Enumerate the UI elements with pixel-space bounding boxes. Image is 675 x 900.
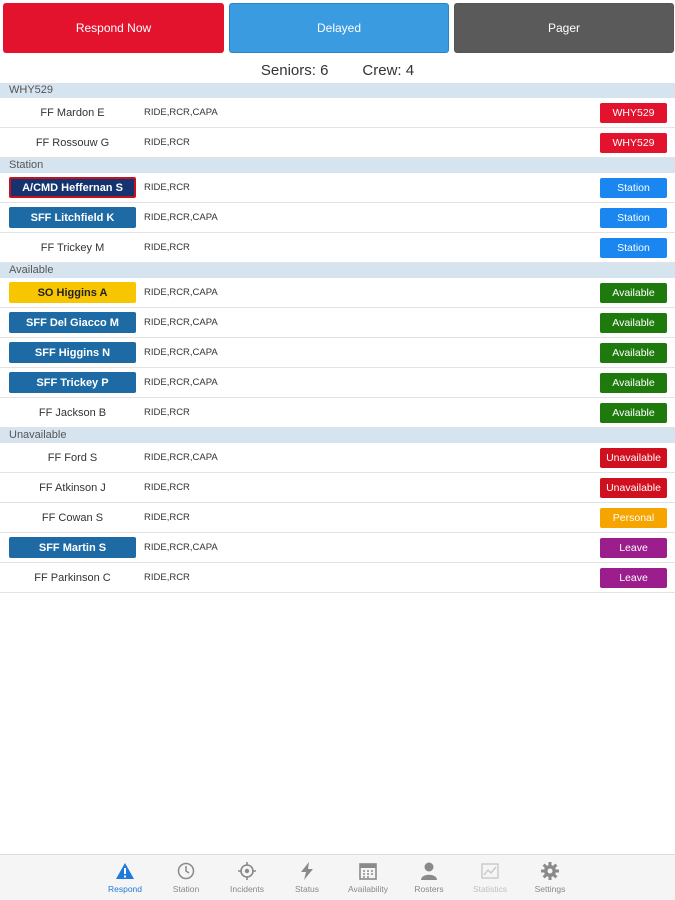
member-row[interactable]: [0, 503, 675, 533]
tab-station[interactable]: [156, 855, 216, 900]
member-name: SFF Litchfield K: [9, 207, 136, 228]
crew-count: Crew: 4: [362, 61, 415, 79]
member-qualifications: RIDE,RCR: [144, 242, 190, 253]
tab-label: Statistics: [472, 884, 507, 894]
status-badge[interactable]: Leave: [600, 538, 667, 558]
tab-label: Settings: [534, 884, 566, 894]
tab-label: Status: [294, 884, 320, 894]
member-name: FF Ford S: [47, 451, 98, 464]
delayed-button[interactable]: Delayed: [229, 3, 449, 53]
member-qualifications: RIDE,RCR,CAPA: [144, 347, 218, 358]
member-qualifications: RIDE,RCR: [144, 137, 190, 148]
member-row[interactable]: [0, 278, 675, 308]
status-badge[interactable]: Personal: [600, 508, 667, 528]
member-row[interactable]: [0, 203, 675, 233]
member-qualifications: RIDE,RCR: [144, 407, 190, 418]
status-badge[interactable]: Station: [600, 208, 667, 228]
member-row[interactable]: [0, 308, 675, 338]
lightning-icon: [296, 861, 318, 881]
status-badge[interactable]: Station: [600, 238, 667, 258]
tab-label: Station: [172, 884, 200, 894]
tab-incidents[interactable]: [217, 855, 277, 900]
tab-respond[interactable]: [95, 855, 155, 900]
member-name: FF Jackson B: [38, 406, 107, 419]
bottom-tab-bar: [0, 854, 675, 900]
section-header: Available: [0, 263, 675, 278]
tab-label: Rosters: [414, 884, 444, 894]
status-badge[interactable]: WHY529: [600, 103, 667, 123]
member-name: FF Cowan S: [41, 511, 104, 524]
status-badge[interactable]: Available: [600, 283, 667, 303]
member-row[interactable]: [0, 128, 675, 158]
member-name: SFF Martin S: [9, 537, 136, 558]
section-header: Station: [0, 158, 675, 173]
member-row[interactable]: [0, 338, 675, 368]
tab-rosters[interactable]: [399, 855, 459, 900]
tab-label: Incidents: [229, 884, 265, 894]
member-qualifications: RIDE,RCR: [144, 482, 190, 493]
member-row[interactable]: [0, 98, 675, 128]
chart-icon: [479, 861, 501, 881]
status-badge[interactable]: Available: [600, 313, 667, 333]
member-qualifications: RIDE,RCR,CAPA: [144, 107, 218, 118]
tab-availability[interactable]: [338, 855, 398, 900]
member-name: A/CMD Heffernan S: [9, 177, 136, 198]
seniors-count: Seniors: 6: [260, 61, 329, 79]
status-badge[interactable]: WHY529: [600, 133, 667, 153]
member-name: FF Rossouw G: [35, 136, 110, 149]
member-qualifications: RIDE,RCR,CAPA: [144, 317, 218, 328]
member-row[interactable]: [0, 473, 675, 503]
member-qualifications: RIDE,RCR,CAPA: [144, 542, 218, 553]
member-row[interactable]: [0, 233, 675, 263]
gear-icon: [539, 861, 561, 881]
member-name: SO Higgins A: [9, 282, 136, 303]
respond-now-button[interactable]: Respond Now: [3, 3, 224, 53]
member-name: FF Trickey M: [40, 241, 105, 254]
member-row[interactable]: [0, 173, 675, 203]
member-name: FF Atkinson J: [39, 481, 106, 494]
member-row[interactable]: [0, 368, 675, 398]
status-badge[interactable]: Available: [600, 373, 667, 393]
top-action-bar: [3, 3, 674, 53]
member-list: [0, 83, 675, 593]
tab-label: Respond: [107, 884, 143, 894]
member-name: SFF Trickey P: [9, 372, 136, 393]
member-row[interactable]: [0, 563, 675, 593]
member-name: FF Mardon E: [40, 106, 105, 119]
member-row[interactable]: [0, 443, 675, 473]
status-badge[interactable]: Unavailable: [600, 478, 667, 498]
section-header: Unavailable: [0, 428, 675, 443]
member-name: SFF Del Giacco M: [9, 312, 136, 333]
tab-status[interactable]: [277, 855, 337, 900]
member-qualifications: RIDE,RCR,CAPA: [144, 377, 218, 388]
member-name: SFF Higgins N: [9, 342, 136, 363]
status-badge[interactable]: Available: [600, 403, 667, 423]
status-badge[interactable]: Station: [600, 178, 667, 198]
member-row[interactable]: [0, 398, 675, 428]
status-badge[interactable]: Unavailable: [600, 448, 667, 468]
section-header: WHY529: [0, 83, 675, 98]
warning-icon: [114, 861, 136, 881]
tab-statistics[interactable]: [460, 855, 520, 900]
member-qualifications: RIDE,RCR: [144, 512, 190, 523]
member-qualifications: RIDE,RCR,CAPA: [144, 452, 218, 463]
target-icon: [236, 861, 258, 881]
clock-icon: [175, 861, 197, 881]
status-badge[interactable]: Leave: [600, 568, 667, 588]
member-qualifications: RIDE,RCR: [144, 182, 190, 193]
person-icon: [418, 861, 440, 881]
member-name: FF Parkinson C: [34, 571, 111, 584]
calendar-icon: [357, 861, 379, 881]
member-qualifications: RIDE,RCR,CAPA: [144, 212, 218, 223]
tab-settings[interactable]: [520, 855, 580, 900]
member-qualifications: RIDE,RCR,CAPA: [144, 287, 218, 298]
crew-counts: [0, 58, 675, 82]
member-qualifications: RIDE,RCR: [144, 572, 190, 583]
member-row[interactable]: [0, 533, 675, 563]
tab-label: Availability: [347, 884, 388, 894]
status-badge[interactable]: Available: [600, 343, 667, 363]
pager-button[interactable]: Pager: [454, 3, 674, 53]
